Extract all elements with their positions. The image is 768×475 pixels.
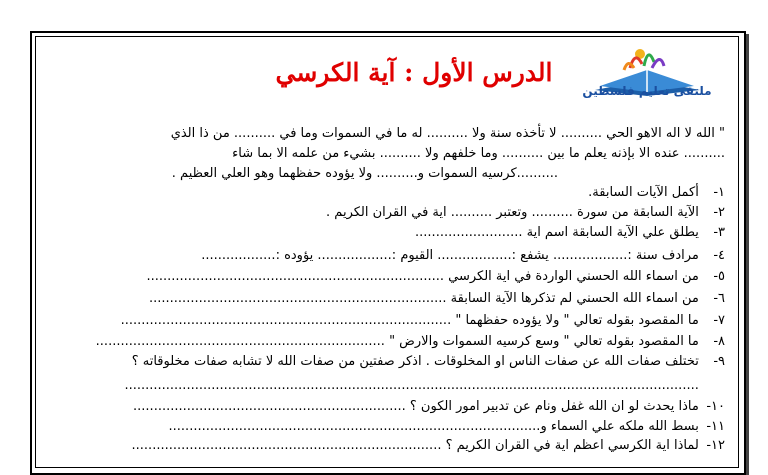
question-text: ما المقصود بقوله تعالي " ولا يؤوده حفظهما " ................................................................................ [120,313,699,328]
passage-line-1: " الله لا اله الاهو الحي .......... لا تأخذه سنة ولا .......... له ما في السموات وما في .......... من ذا الذي [170,126,725,141]
passage-line-3: ..........كرسيه السموات و.......... ولا يؤوده حفظهما وهو العلي العظيم . [171,166,558,181]
question-row: ٦- من اسماء الله الحسني لم تذكرها الآية السابقة ........................................................................ [149,291,725,306]
question-row: ٢- الآية السابقة من سورة .......... وتعتبر .......... اية في القران الكريم . [326,205,725,220]
question-row: ١٢- لماذا اية الكرسي اعظم اية في القران الكريم ؟ ........................................................................... [131,438,725,453]
passage-line-2: .......... عنده الا بإذنه يعلم ما بين .......... وما خلفهم ولا .......... بشيء من علمه الا بما شاء [232,146,725,161]
question-row: ٥- من اسماء الله الحسني الواردة في اية الكرسي ........................................................................ [146,269,725,284]
question-text: مرادف سنة :.................. يشفع :.................. القيوم :.................. يؤوده :.................. [201,248,699,263]
answer-line [124,377,725,394]
logo-text: ملتقى تعليم فلسطين [582,84,712,98]
question-row: ٤- مرادف سنة :.................. يشفع :.................. القيوم :.................. يؤوده :.................. [201,248,725,263]
question-row: ٧- ما المقصود بقوله تعالي " ولا يؤوده حفظهما " ................................................................................ [120,313,725,328]
question-row: ٩- تختلف صفات الله عن صفات الناس او المخلوقات . اذكر صفتين من صفات الله لا تشابه صفات مخلوقاته ؟ [131,354,725,369]
question-row: ٣- يطلق علي الآية السابقة اسم اية .......................... [415,225,725,240]
question-row: ٨- ما المقصود بقوله تعالي " وسع كرسيه السموات والارض " ...................................................................... [95,334,725,349]
question-row: ١١- بسط الله ملكه علي السماء و.......................................................................................... [168,419,725,434]
question-text: من اسماء الله الحسني الواردة في اية الكرسي ........................................................................ [146,269,699,284]
question-text: يطلق علي الآية السابقة اسم اية .......................... [415,225,699,240]
question-text: بسط الله ملكه علي السماء و.......................................................................................... [168,419,699,434]
question-text: لماذا اية الكرسي اعظم اية في القران الكريم ؟ ........................................................................... [131,438,699,453]
question-text: أكمل الآيات السابقة. [588,185,699,200]
page-title: الدرس الأول : آية الكرسي [275,58,553,87]
question-text: ........................................................................................................................................... [124,378,699,393]
question-text: الآية السابقة من سورة .......... وتعتبر .......... اية في القران الكريم . [326,205,699,220]
question-text: ما المقصود بقوله تعالي " وسع كرسيه السموات والارض " ...................................................................... [95,334,699,349]
question-row: ١٠- ماذا يحدث لو ان الله غفل ونام عن تدبير امور الكون ؟ .................................................................. [133,399,725,414]
question-row: ١- أكمل الآيات السابقة. [588,185,725,200]
question-text: ماذا يحدث لو ان الله غفل ونام عن تدبير امور الكون ؟ .................................................................. [133,399,699,414]
question-text: من اسماء الله الحسني لم تذكرها الآية السابقة ........................................................................ [149,291,699,306]
question-text: تختلف صفات الله عن صفات الناس او المخلوقات . اذكر صفتين من صفات الله لا تشابه صفات مخلوقاته ؟ [131,354,699,369]
